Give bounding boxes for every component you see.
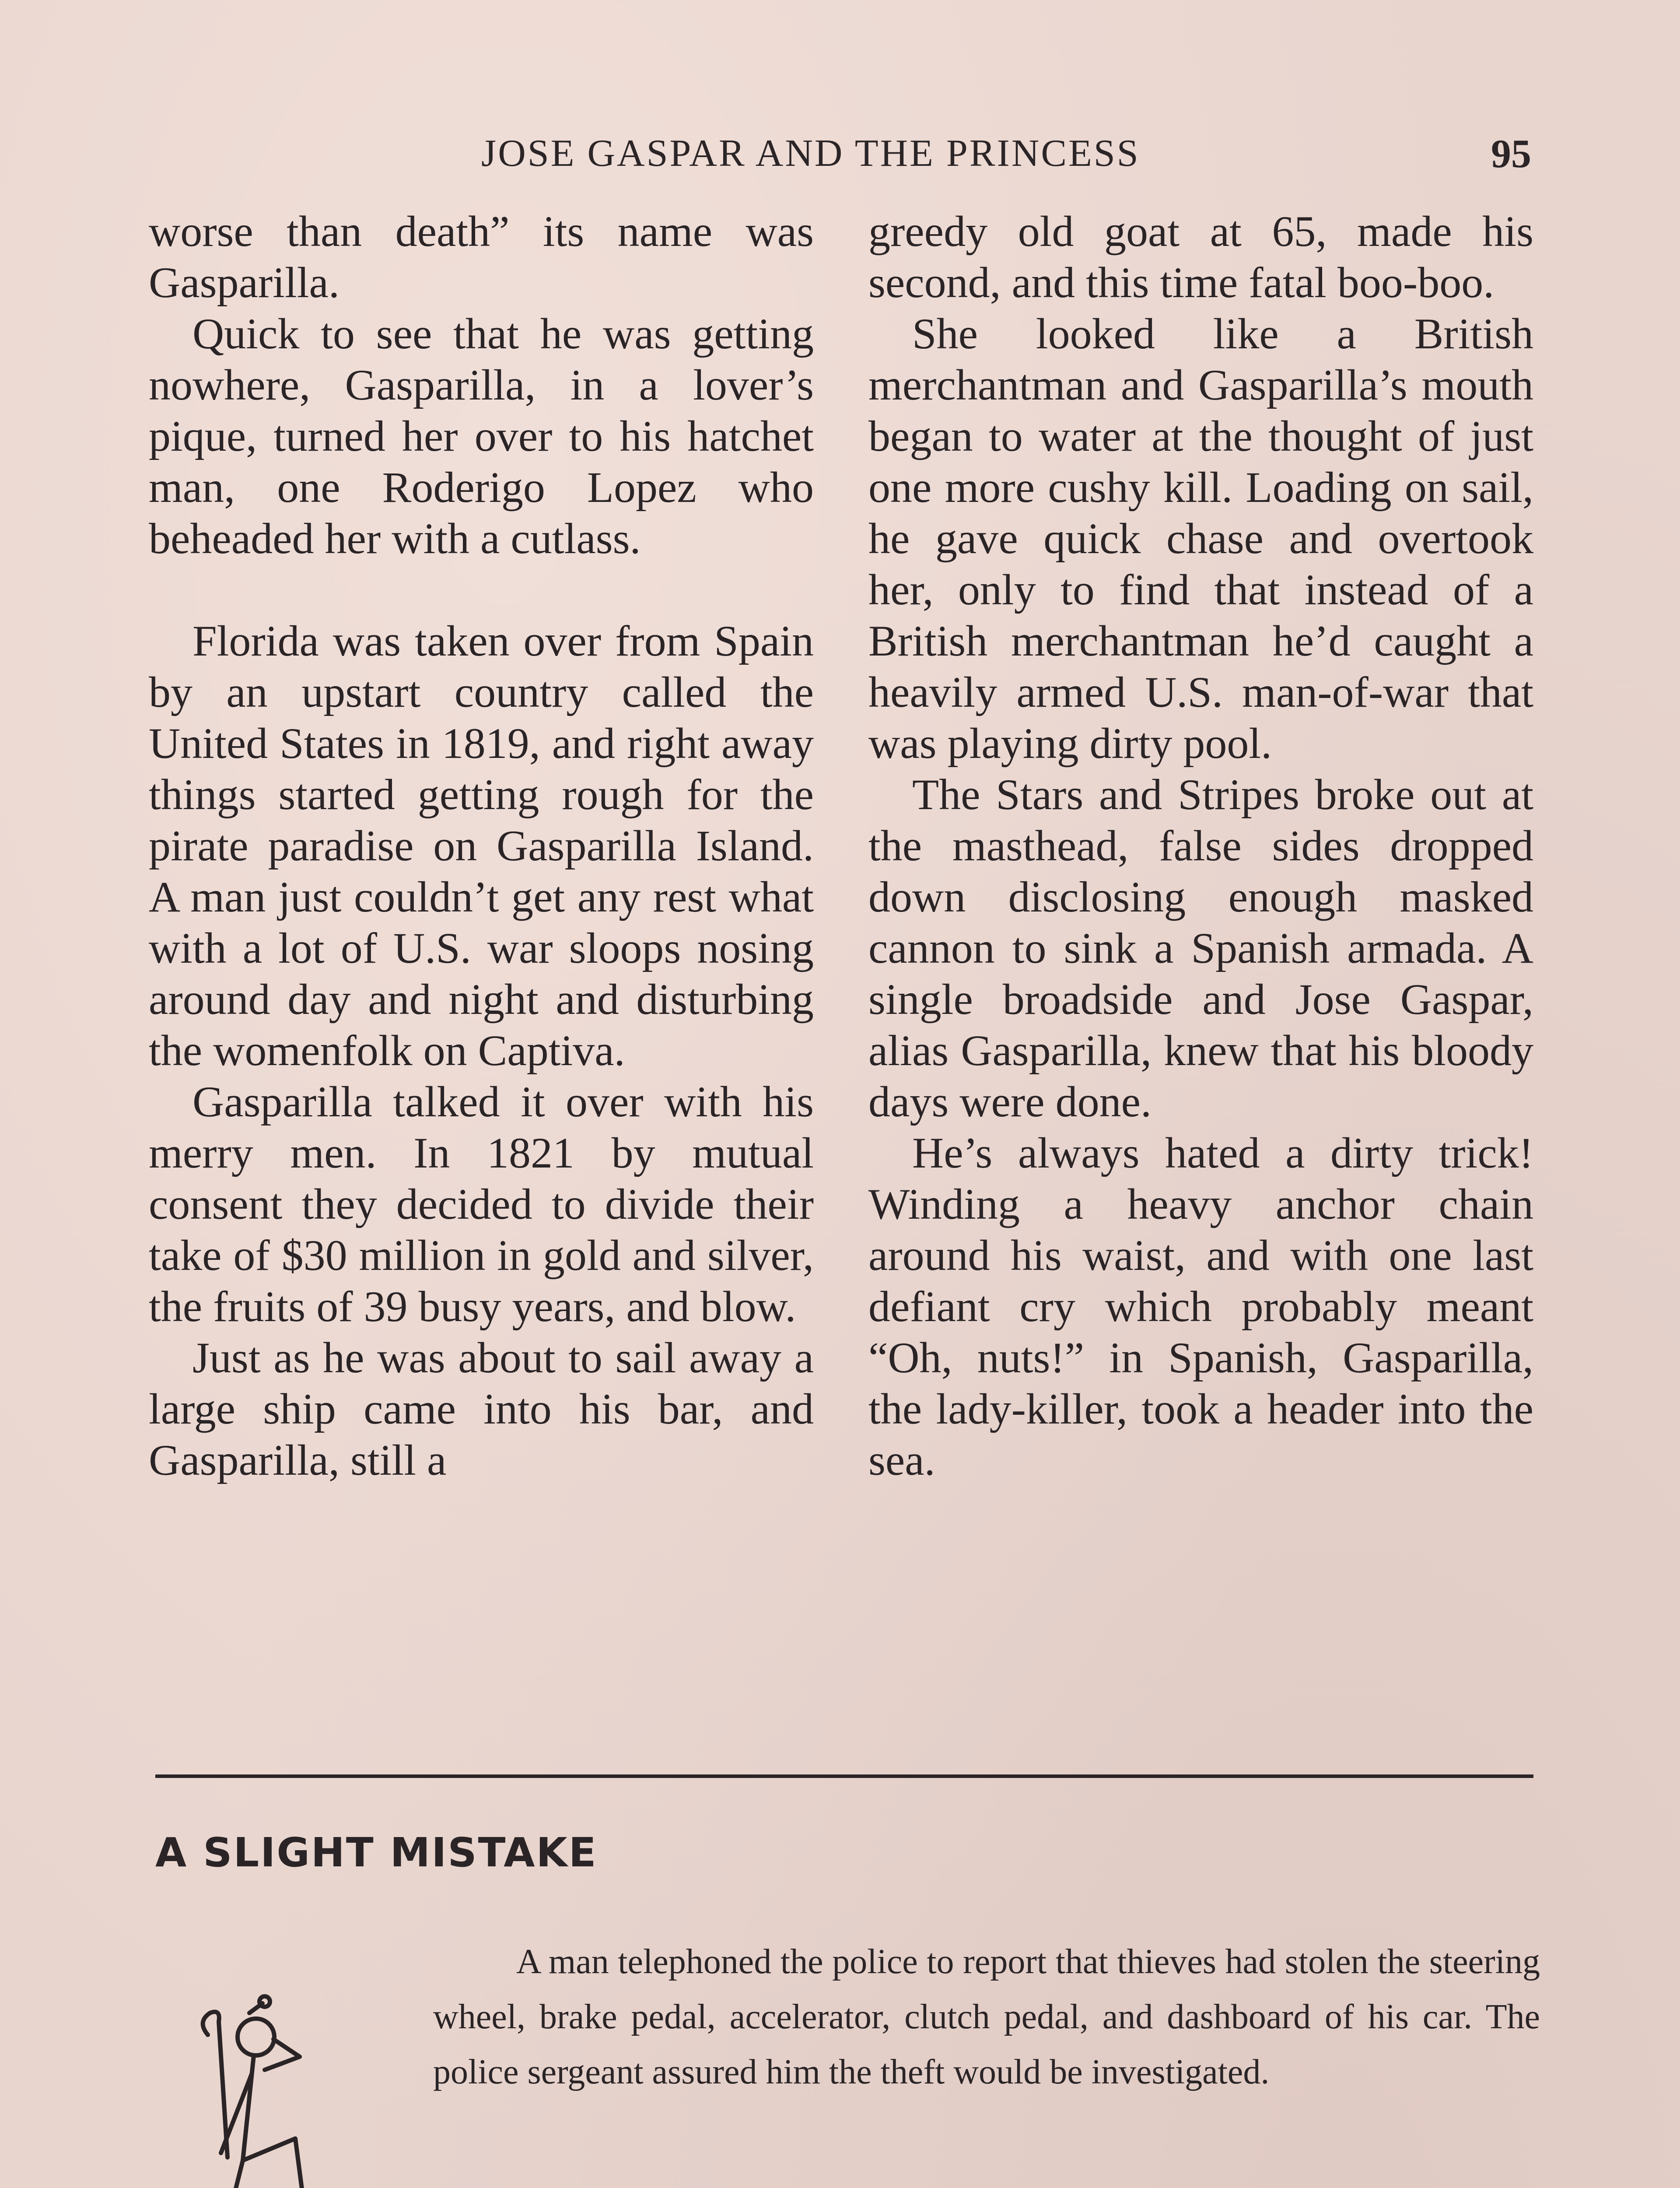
stick-figure-man-with-cane-icon: [166, 1987, 368, 2188]
section-divider: [155, 1774, 1533, 1778]
left-column: [149, 206, 814, 1486]
paragraph: greedy old goat at 65, made his second, and this time fatal boo-boo.: [868, 207, 1533, 307]
paragraph: Quick to see that he was getting nowhere, Gasparilla, in a lover’s pique, turned her over to his hatchet man, one Roderigo Lopez who beheaded her with a cutlass.: [149, 309, 814, 563]
paragraph: The Stars and Stripes broke out at the masthead, false sides dropped down disclosing enough masked cannon to sink a Spanish armada. A single broadside and Jose Gaspar, alias Gasparilla, knew that his bloody days were done.: [868, 770, 1533, 1126]
paragraph: Gasparilla talked it over with his merry men. In 1821 by mutual consent they decided to divide their take of $30 million in gold and silver, the fruits of 39 busy years, and blow.: [149, 1077, 814, 1331]
right-column: [868, 206, 1533, 1486]
paragraph: She looked like a British merchantman and Gasparilla’s mouth began to water at the thought of just one more cushy kill. Loading on sail, he gave quick chase and overtook her, only to find that instead of a British merchantman he’d caught a heavily armed U.S. man-of-war that was playing dirty pool.: [868, 309, 1533, 768]
paragraph: worse than death” its name was Gasparilla.: [149, 207, 814, 307]
filler-paragraph: [433, 1934, 1540, 2100]
page-number: 95: [1491, 131, 1531, 176]
paragraph: He’s always hated a dirty trick! Winding a heavy anchor chain around his waist, and with one last defiant cry which probably meant “Oh, nuts!” in Spanish, Gasparilla, the lady-killer, took a header into the sea.: [868, 1129, 1533, 1484]
paragraph: A man telephoned the police to report that thieves had stolen the steering wheel, brake pedal, accelerator, clutch pedal, and dashboard of his car. The police sergeant assured him the theft would be investigated.: [433, 1943, 1540, 2091]
running-head: JOSE GASPAR AND THE PRINCESS: [481, 132, 1140, 175]
filler-title: A SLIGHT MISTAKE: [155, 1829, 598, 1876]
paragraph: Florida was taken over from Spain by an upstart country called the United States in 1819, and right away things started getting rough for the pirate paradise on Gasparilla Island. A man just couldn’t get any rest what with a lot of U.S. war sloops nosing around day and night and disturbing the womenfolk on Captiva.: [149, 617, 814, 1075]
paragraph: Just as he was about to sail away a large ship came into his bar, and Gasparilla, still a: [149, 1333, 814, 1484]
